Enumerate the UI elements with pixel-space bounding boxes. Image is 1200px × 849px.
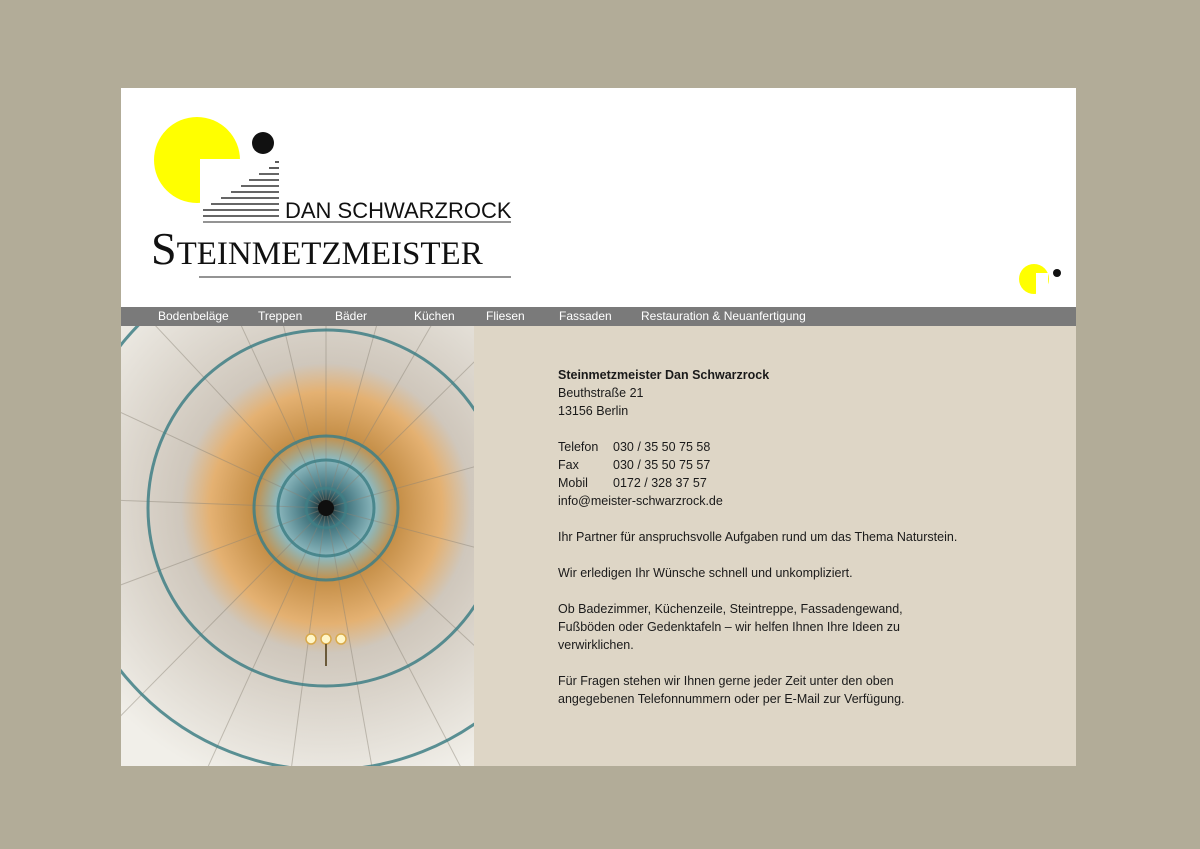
email-link[interactable]: info@meister-schwarzrock.de: [558, 494, 723, 508]
nav-restauration[interactable]: Restauration & Neuanfertigung: [641, 309, 806, 323]
content-panel: [474, 326, 1076, 766]
spiral-staircase-image: [121, 326, 474, 766]
fax-label: Fax: [558, 458, 579, 472]
company-logo[interactable]: [151, 114, 517, 286]
phone-value: 030 / 35 50 75 58: [613, 440, 711, 454]
fax-value: 030 / 35 50 75 57: [613, 458, 711, 472]
contact-line-1: Für Fragen stehen wir Ihnen gerne jeder Zeit unter den oben: [558, 674, 894, 688]
nav-fassaden[interactable]: Fassaden: [559, 309, 612, 323]
phone-row: [558, 438, 1058, 456]
city-address: 13156 Berlin: [558, 404, 629, 418]
nav-bodenbelaege[interactable]: Bodenbeläge: [158, 309, 229, 323]
page-container: [121, 88, 1076, 766]
service-paragraph: Wir erledigen Ihr Wünsche schnell und unkompliziert.: [558, 566, 853, 580]
nav-fliesen[interactable]: Fliesen: [486, 309, 525, 323]
logo-black-dot: [252, 132, 274, 154]
offer-line-3: verwirklichen.: [558, 638, 634, 652]
contact-block: [558, 366, 1058, 708]
header: [121, 88, 1076, 307]
mini-logo-icon: [1019, 263, 1065, 295]
contact-line-2: angegebenen Telefonnummern oder per E-Mail zur Verfügung.: [558, 692, 905, 706]
fax-row: [558, 456, 1058, 474]
offer-line-2: Fußböden oder Gedenktafeln – wir helfen Ihnen Ihre Ideen zu: [558, 620, 900, 634]
logo-title-text: STEINMETZMEISTER: [151, 223, 483, 274]
street-address: Beuthstraße 21: [558, 386, 644, 400]
mobile-label: Mobil: [558, 476, 588, 490]
nav-kuechen[interactable]: Küchen: [414, 309, 455, 323]
offer-line-1: Ob Badezimmer, Küchenzeile, Steintreppe, Fassadengewand,: [558, 602, 903, 616]
nav-baeder[interactable]: Bäder: [335, 309, 368, 323]
mobile-value: 0172 / 328 37 57: [613, 476, 707, 490]
main-navigation: [121, 307, 1076, 326]
company-name: Steinmetzmeister Dan Schwarzrock: [558, 368, 770, 382]
phone-label: Telefon: [558, 440, 599, 454]
intro-paragraph: Ihr Partner für anspruchsvolle Aufgaben rund um das Thema Naturstein.: [558, 530, 958, 544]
logo-name-text: DAN SCHWARZROCK: [285, 198, 512, 223]
nav-treppen[interactable]: Treppen: [258, 309, 303, 323]
mobile-row: [558, 474, 1058, 492]
